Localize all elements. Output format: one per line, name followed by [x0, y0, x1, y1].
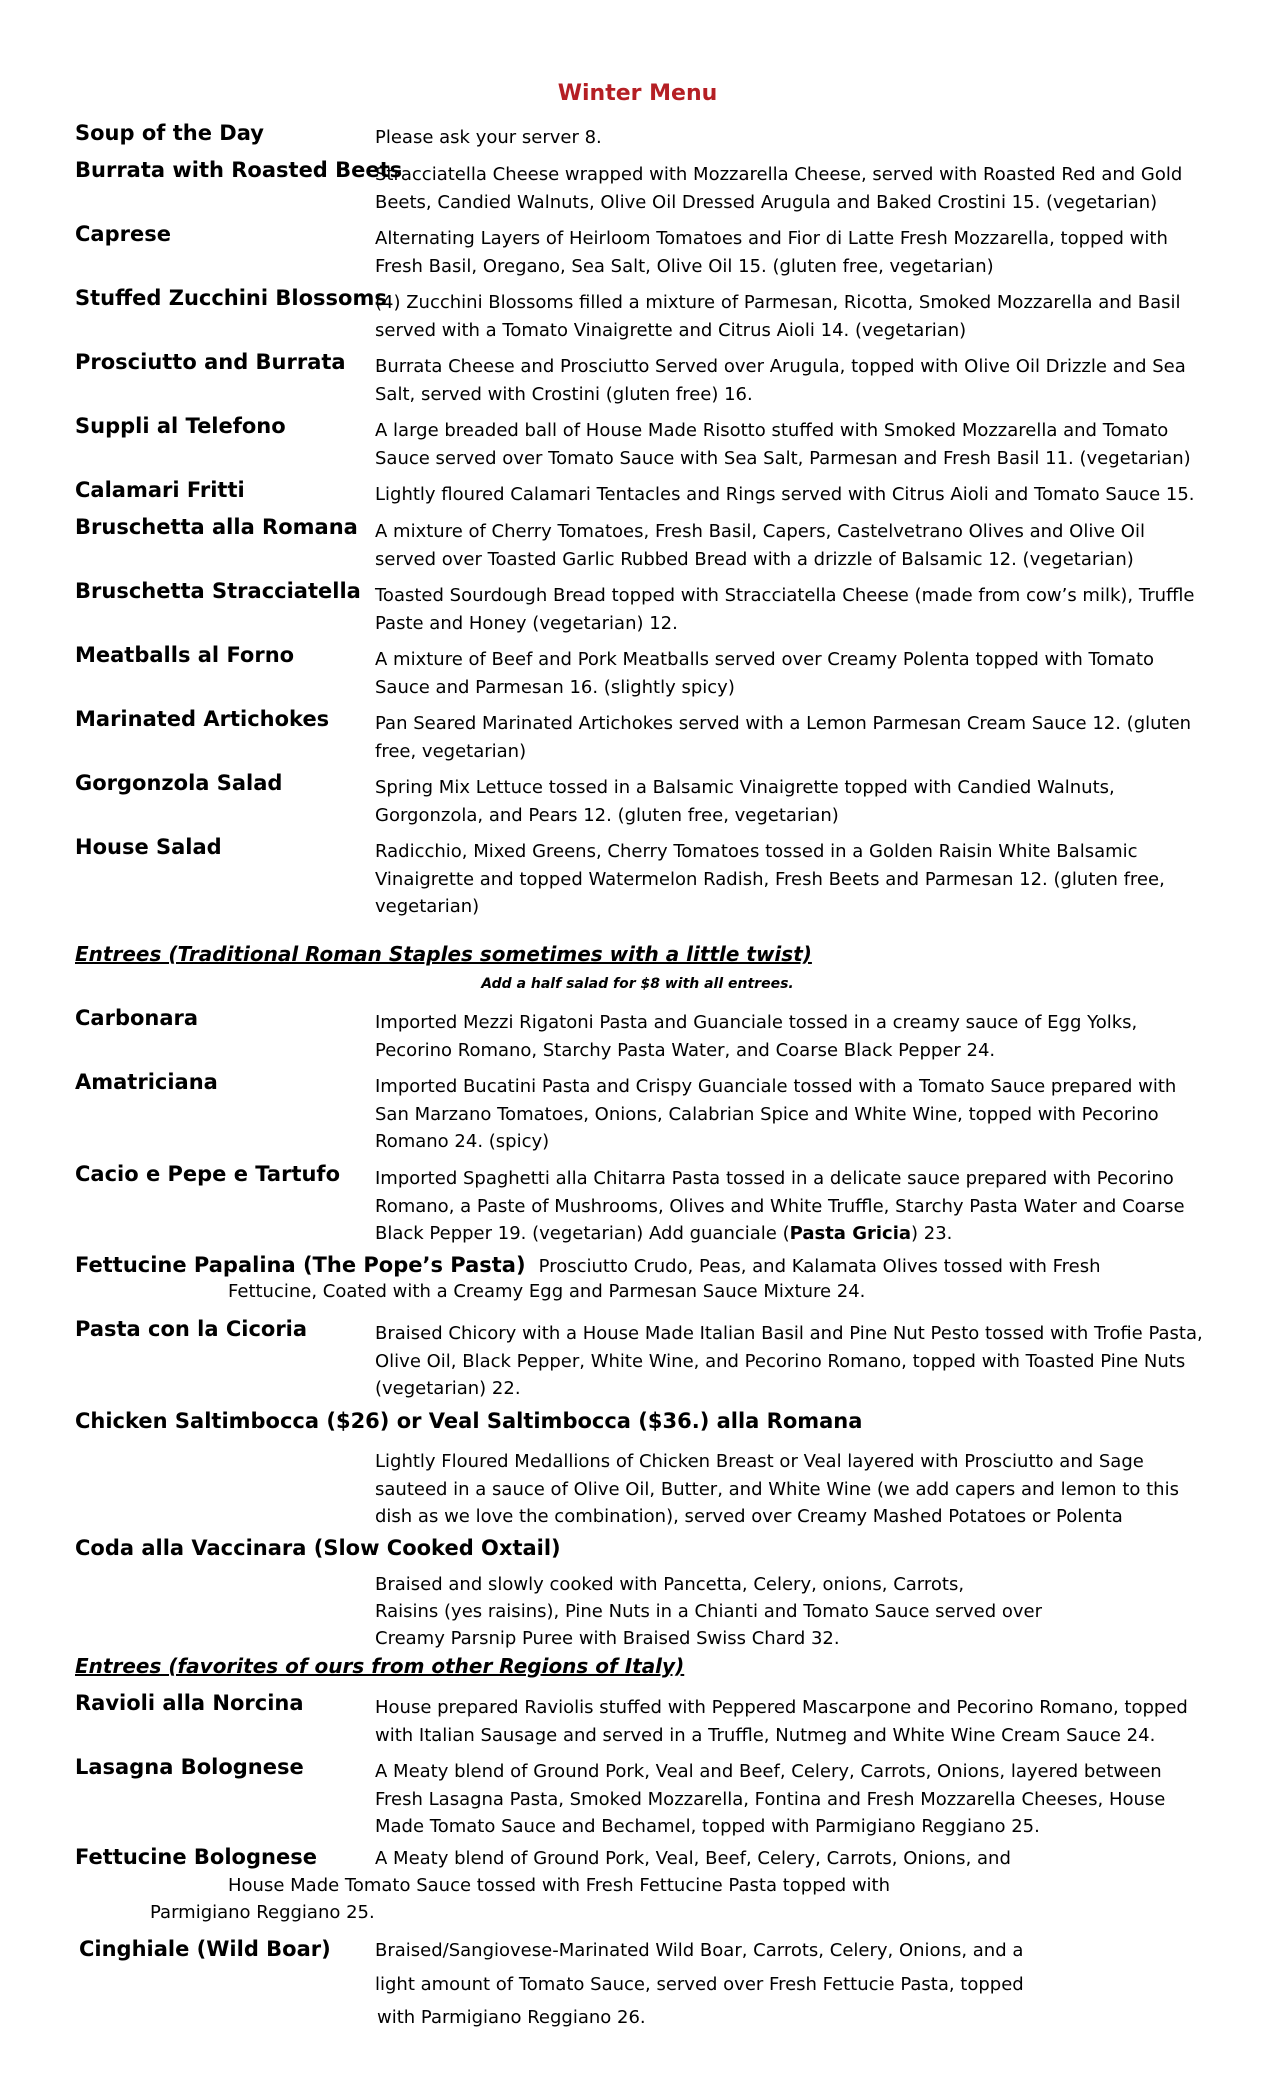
item-description: Stracciatella Cheese wrapped with Mozzarella Cheese, served with Roasted Red and Gold Beets, Candied Walnuts, Olive Oil Dressed Arugula and Baked Crostini 15. (vegetarian) [375, 164, 1183, 213]
item-description: Burrata Cheese and Prosciutto Served over Arugula, topped with Olive Oil Drizzle and Sea Salt, served with Crostini (gluten free) 16. [375, 356, 1186, 405]
item-name: Amatriciana [75, 1070, 218, 1094]
item-description: A large breaded ball of House Made Risotto stuffed with Smoked Mozzarella and Tomato Sauce served over Tomato Sauce with Sea Salt, Parmesan and Fresh Basil 11. (vegetarian) [375, 420, 1191, 469]
item-description: A mixture of Beef and Pork Meatballs served over Creamy Polenta topped with Tomato Sauce and Parmesan 16. (slightly spicy) [375, 649, 1155, 698]
item-description: Imported Mezzi Rigatoni Pasta and Guanciale tossed in a creamy sauce of Egg Yolks, Pecorino Romano, Starchy Pasta Water, and Coarse Black Pepper 24. [375, 1012, 1138, 1061]
item-description-line: A Meaty blend of Ground Pork, Veal, Beef, Celery, Carrots, Onions, and [375, 1848, 1011, 1869]
item-name: Meatballs al Forno [75, 643, 295, 667]
item-description-line: light amount of Tomato Sauce, served over Fresh Fettucie Pasta, topped [375, 1974, 1024, 1995]
item-description-text: Imported Spaghetti alla Chitarra Pasta tossed in a delicate sauce prepared with Pecorino Romano, a Paste of Mushrooms, Olives and White Truffle, Starchy Pasta Water and Coarse Black Pepper 19. (vegetarian) Add guanciale ( [375, 1168, 1185, 1244]
item-description-bold: Pasta Gricia [789, 1223, 912, 1244]
item-description: Braised Chicory with a House Made Italian Basil and Pine Nut Pesto tossed with Trofie Pasta, Olive Oil, Black Pepper, White Wine, and Pecorino Romano, topped with Toasted Pine Nuts (vegetarian) 22. [375, 1323, 1203, 1399]
item-name: Bruschetta Stracciatella [75, 579, 361, 603]
item-description: Pan Seared Marinated Artichokes served with a Lemon Parmesan Cream Sauce 12. (gluten free, vegetarian) [375, 713, 1192, 762]
item-description: A Meaty blend of Ground Pork, Veal and Beef, Celery, Carrots, Onions, layered between Fresh Lasagna Pasta, Smoked Mozzarella, Fontina and Fresh Mozzarella Cheeses, House Made Tomato Sauce and Bechamel, topped with Parmigiano Reggiano 25. [375, 1761, 1166, 1837]
item-name: Fettucine Bolognese [75, 1845, 317, 1869]
item-description-line: Braised/Sangiovese-Marinated Wild Boar, Carrots, Celery, Onions, and a [375, 1940, 1024, 1961]
item-name: Prosciutto and Burrata [75, 350, 346, 374]
item-description: House prepared Raviolis stuffed with Peppered Mascarpone and Pecorino Romano, topped with Italian Sausage and served in a Truffle, Nutmeg and White Wine Cream Sauce 24. [375, 1697, 1188, 1746]
item-description: Lightly floured Calamari Tentacles and Rings served with Citrus Aioli and Tomato Sauce 15. [375, 484, 1195, 505]
item-description: Alternating Layers of Heirloom Tomatoes and Fior di Latte Fresh Mozzarella, topped with Fresh Basil, Oregano, Sea Salt, Olive Oil 15. (gluten free, vegetarian) [375, 228, 1168, 277]
item-name: Chicken Saltimbocca ($26) or Veal Saltimbocca ($36.) alla Romana [75, 1409, 863, 1433]
item-description-line: Braised and slowly cooked with Pancetta, Celery, onions, Carrots, [375, 1574, 965, 1595]
item-name: Coda alla Vaccinara (Slow Cooked Oxtail) [75, 1536, 561, 1560]
item-name: Lasagna Bolognese [75, 1755, 304, 1779]
item-description: A mixture of Cherry Tomatoes, Fresh Basil, Capers, Castelvetrano Olives and Olive Oil served over Toasted Garlic Rubbed Bread with a drizzle of Balsamic 12. (vegetarian) [375, 521, 1145, 570]
item-description [375, 1165, 1205, 1248]
item-name: Suppli al Telefono [75, 414, 286, 438]
item-name: Calamari Fritti [75, 478, 245, 502]
item-description: Imported Bucatini Pasta and Crispy Guanciale tossed with a Tomato Sauce prepared with San Marzano Tomatoes, Onions, Calabrian Spice and White Wine, topped with Pecorino Romano 24. (spicy) [375, 1076, 1177, 1152]
item-description-line: Parmigiano Reggiano 25. [150, 1902, 375, 1923]
item-name: Gorgonzola Salad [75, 771, 283, 795]
item-description-continued: Fettucine, Coated with a Creamy Egg and Parmesan Sauce Mixture 24. [228, 1281, 866, 1302]
item-name: Pasta con la Cicoria [75, 1317, 308, 1341]
item-name: Cinghiale (Wild Boar) [79, 1937, 331, 1961]
item-name: Cacio e Pepe e Tartufo [75, 1162, 340, 1186]
item-name: Burrata with Roasted Beets [75, 158, 403, 182]
item-name: Bruschetta alla Romana [75, 515, 358, 539]
item-name: Marinated Artichokes [75, 707, 330, 731]
item-description-line: with Parmigiano Reggiano 26. [377, 2007, 646, 2028]
item-name: House Salad [75, 835, 222, 859]
item-description: Please ask your server 8. [375, 127, 602, 148]
item-description: Lightly Floured Medallions of Chicken Breast or Veal layered with Prosciutto and Sage sauteed in a sauce of Olive Oil, Butter, and White Wine (we add capers and lemon to this dish as we love the combination), served over Creamy Mashed Potatoes or Polenta [375, 1451, 1179, 1527]
menu-item [75, 1253, 1101, 1277]
item-description-line: Creamy Parsnip Puree with Braised Swiss Chard 32. [375, 1628, 840, 1649]
item-name: Ravioli alla Norcina [75, 1691, 304, 1715]
section-note: Add a half salad for $8 with all entrees. [481, 976, 794, 992]
menu-title: Winter Menu [557, 81, 718, 106]
item-description: Radicchio, Mixed Greens, Cherry Tomatoes tossed in a Golden Raisin White Balsamic Vinaigrette and topped Watermelon Radish, Fresh Beets and Parmesan 12. (gluten free, vegetarian) [375, 841, 1165, 917]
item-description-tail: ) 23. [911, 1223, 953, 1244]
item-description: Spring Mix Lettuce tossed in a Balsamic Vinaigrette topped with Candied Walnuts, Gorgonzola, and Pears 12. (gluten free, vegetarian) [375, 777, 1115, 826]
section-heading: Entrees (favorites of ours from other Regions of Italy) [75, 1654, 685, 1678]
item-description-line: Raisins (yes raisins), Pine Nuts in a Chianti and Tomato Sauce served over [375, 1601, 1043, 1622]
item-description-line: House Made Tomato Sauce tossed with Fresh Fettucine Pasta topped with [228, 1875, 891, 1896]
item-name: Caprese [75, 222, 171, 246]
item-name: Soup of the Day [75, 121, 264, 145]
item-name: Fettucine Papalina (The Pope’s Pasta) [75, 1253, 526, 1277]
item-description: Prosciutto Crudo, Peas, and Kalamata Olives tossed with Fresh [538, 1256, 1101, 1277]
section-heading: Entrees (Traditional Roman Staples sometimes with a little twist) [75, 942, 812, 966]
item-name: Stuffed Zucchini Blossoms [75, 286, 387, 310]
item-description: (4) Zucchini Blossoms filled a mixture of Parmesan, Ricotta, Smoked Mozzarella and Basil served with a Tomato Vinaigrette and Citrus Aioli 14. (vegetarian) [375, 292, 1181, 341]
item-name: Carbonara [75, 1006, 199, 1030]
item-description: Toasted Sourdough Bread topped with Stracciatella Cheese (made from cow’s milk), Truffle Paste and Honey (vegetarian) 12. [375, 585, 1195, 634]
